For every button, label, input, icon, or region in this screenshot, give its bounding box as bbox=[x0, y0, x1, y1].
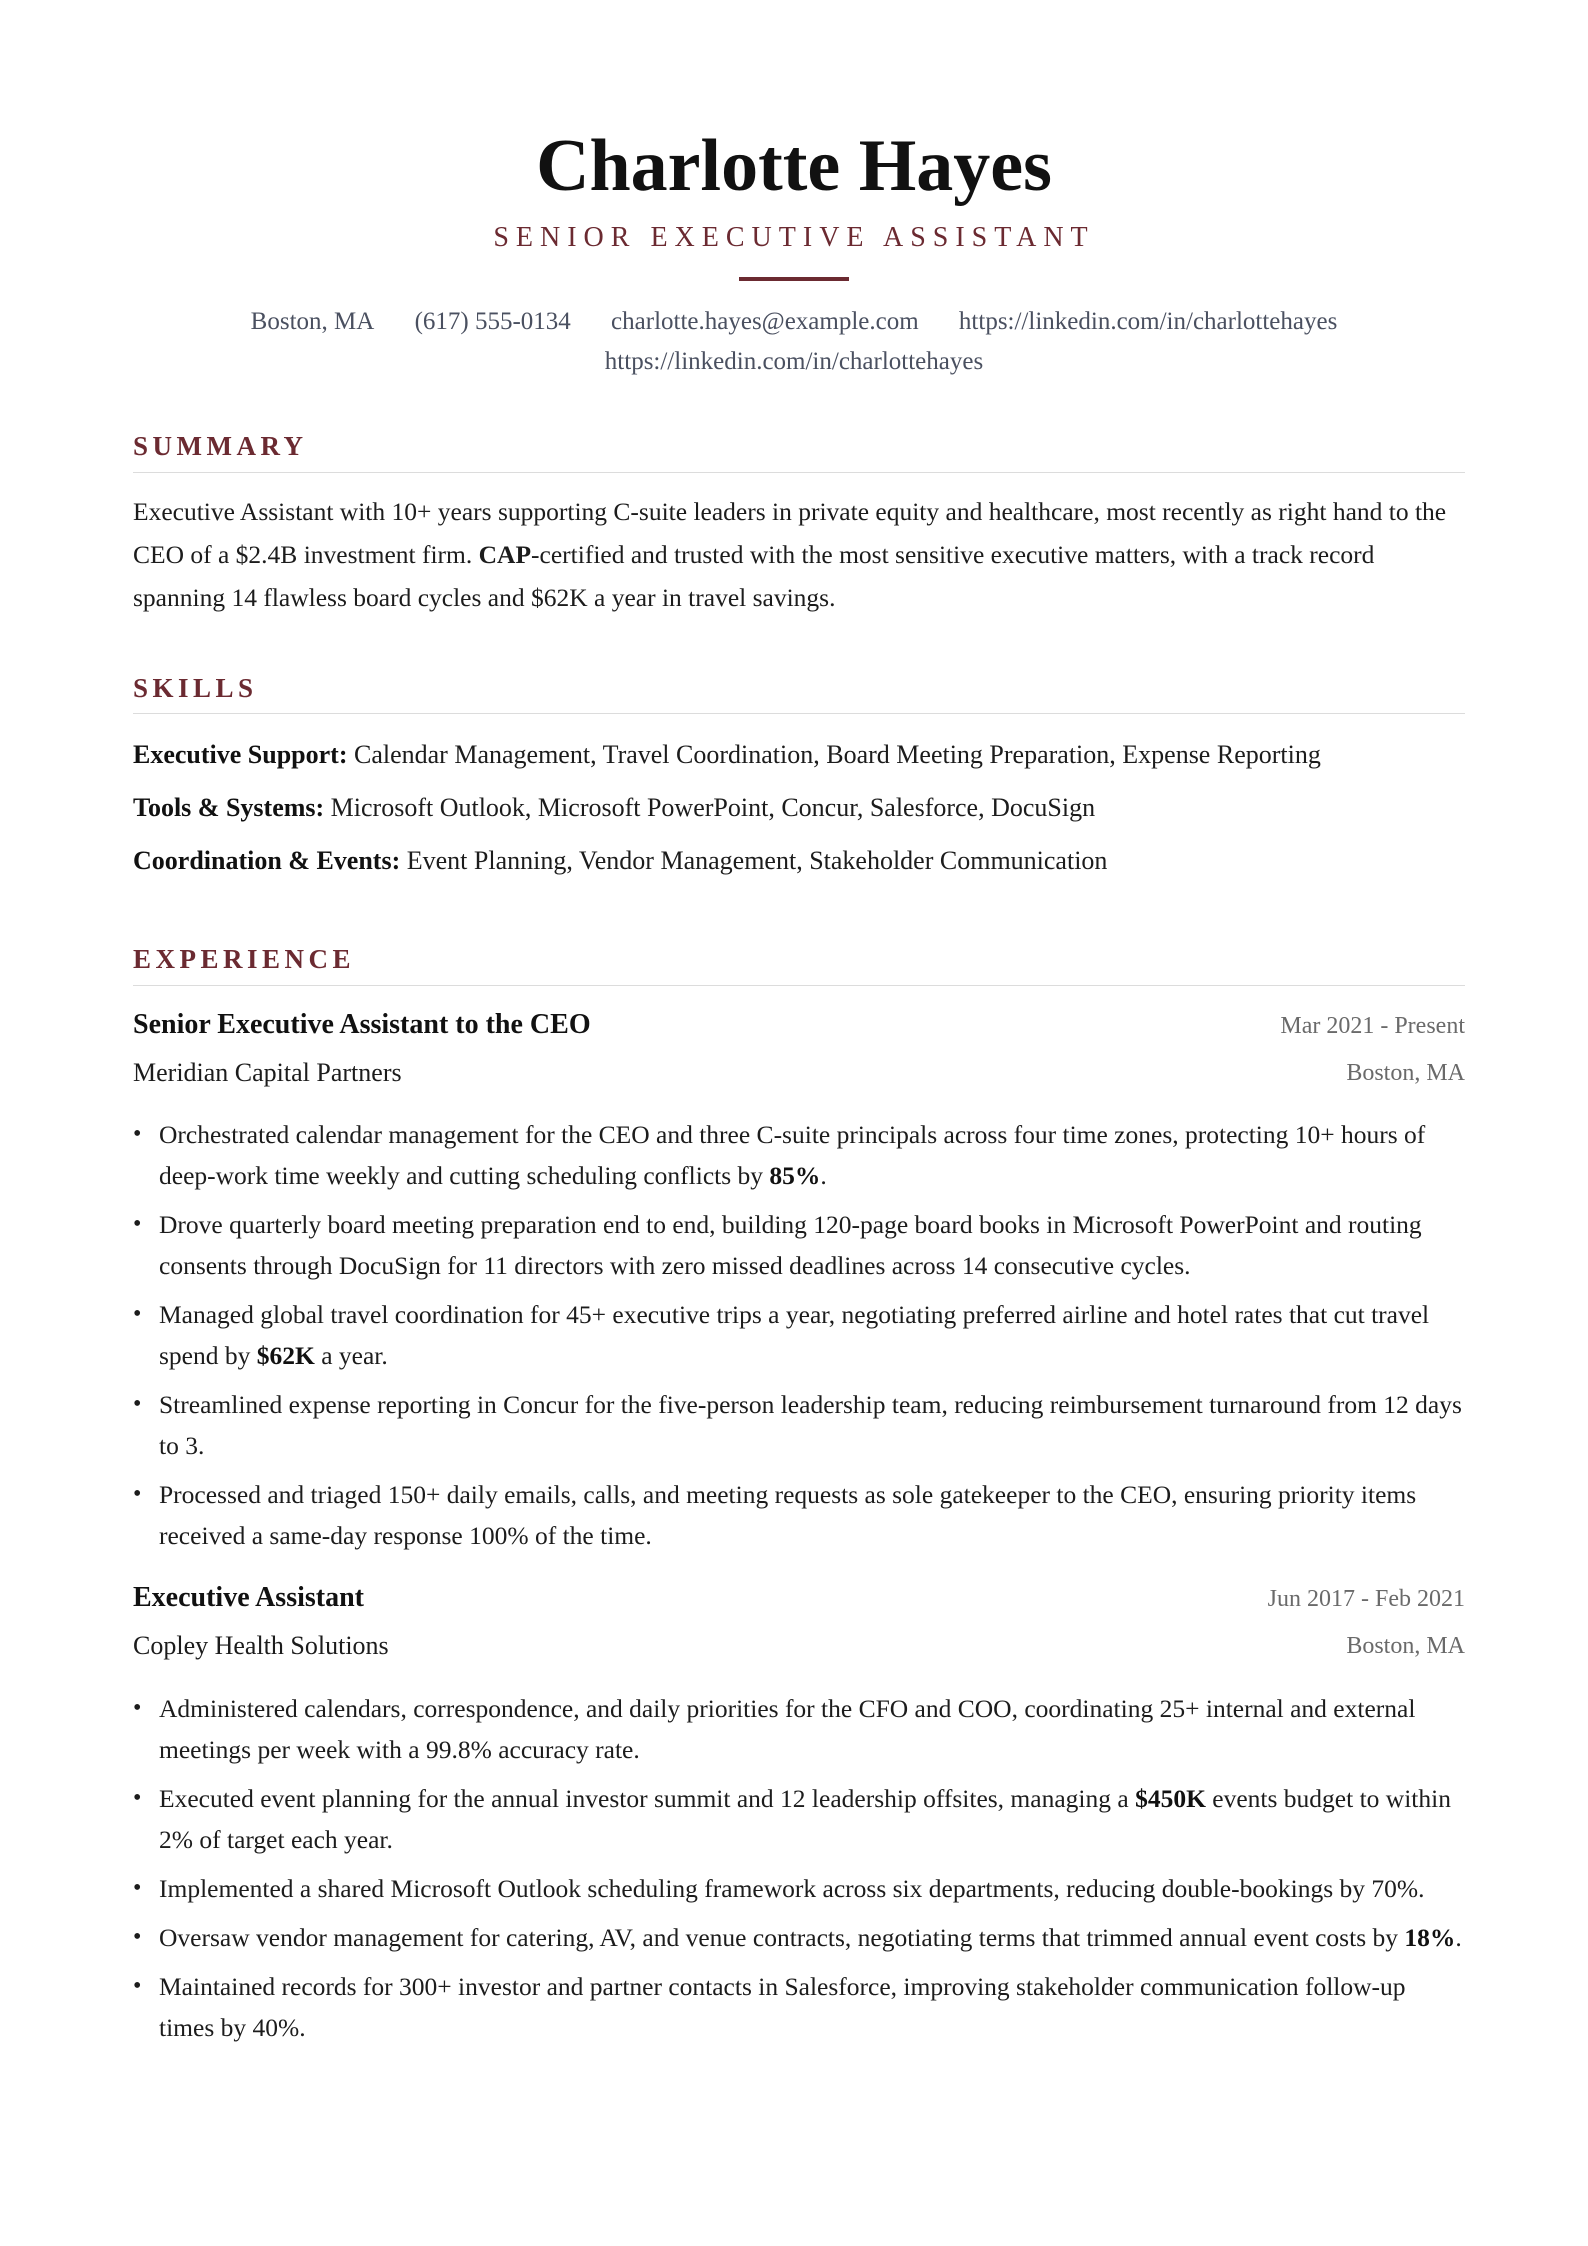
summary-text-part: -certified and trusted with the most sensitive executive matters, with a track record spanning 14 flawless board cycles and $62K a year in travel savings. bbox=[133, 540, 1375, 612]
bullet-emphasis: $62K bbox=[256, 1341, 315, 1370]
skill-group-items: Event Planning, Vendor Management, Stakeholder Communication bbox=[406, 846, 1108, 875]
bullet-emphasis: 85% bbox=[769, 1161, 821, 1190]
contact-linkedin-repeat[interactable]: https://linkedin.com/in/charlottehayes bbox=[604, 348, 984, 375]
job-company: Meridian Capital Partners bbox=[133, 1058, 402, 1087]
bullet-item bbox=[133, 1204, 1465, 1286]
bullet-emphasis: 18% bbox=[1404, 1923, 1456, 1952]
bullet-text: a year. bbox=[314, 1341, 388, 1370]
bullet-item bbox=[133, 1868, 1465, 1909]
skill-group bbox=[133, 841, 1465, 881]
skill-group bbox=[133, 788, 1465, 828]
bullet-item bbox=[133, 1294, 1465, 1376]
bullet-text: . bbox=[820, 1161, 827, 1190]
bullet-item bbox=[133, 1384, 1465, 1466]
bullet-text: Drove quarterly board meeting preparation end to end, building 120-page board books in Microsoft PowerPoint and routing consents through DocuSign for 11 directors with zero missed deadlines across 14 consecutive cycles. bbox=[159, 1210, 1422, 1280]
bullet-text: Implemented a shared Microsoft Outlook scheduling framework across six departments, reducing double-bookings by 70%. bbox=[159, 1874, 1425, 1903]
job-bullets bbox=[133, 1114, 1465, 1564]
skill-group-items: Calendar Management, Travel Coordination, Board Meeting Preparation, Expense Reporting bbox=[354, 740, 1321, 769]
bullet-text: Orchestrated calendar management for the CEO and three C-suite principals across four time zones, protecting 10+ hours of deep-work time weekly and cutting scheduling conflicts by bbox=[159, 1120, 1426, 1190]
contact-location: Boston, MA bbox=[250, 308, 375, 335]
job-company: Copley Health Solutions bbox=[133, 1631, 389, 1660]
job-title: Executive Assistant bbox=[133, 1582, 364, 1613]
job-bullets bbox=[133, 1688, 1465, 2056]
bullet-text: Executed event planning for the annual investor summit and 12 leadership offsites, managing a bbox=[159, 1784, 1136, 1813]
contact-email[interactable]: charlotte.hayes@example.com bbox=[611, 308, 919, 335]
bullet-text: . bbox=[1455, 1923, 1462, 1952]
skill-group-items: Microsoft Outlook, Microsoft PowerPoint, Concur, Salesforce, DocuSign bbox=[330, 793, 1096, 822]
skill-group bbox=[133, 735, 1465, 775]
bullet-emphasis: $450K bbox=[1135, 1784, 1206, 1813]
summary-emphasis: CAP bbox=[478, 540, 532, 569]
section-heading-summary: SUMMARY bbox=[133, 431, 308, 461]
contact-line bbox=[0, 302, 1588, 342]
bullet-item bbox=[133, 1966, 1465, 2048]
header-divider bbox=[739, 277, 849, 281]
section-divider bbox=[133, 713, 1465, 714]
bullet-item bbox=[133, 1474, 1465, 1556]
contact-linkedin[interactable]: https://linkedin.com/in/charlottehayes bbox=[958, 308, 1338, 335]
bullet-text: Maintained records for 300+ investor and partner contacts in Salesforce, improving stakeholder communication follow-up times by 40%. bbox=[159, 1972, 1406, 2042]
job-location: Boston, MA bbox=[1346, 1060, 1465, 1086]
bullet-text: Oversaw vendor management for catering, AV, and venue contracts, negotiating terms that trimmed annual event costs by bbox=[159, 1923, 1405, 1952]
skill-group-label: Coordination & Events: bbox=[133, 846, 401, 875]
bullet-text: Administered calendars, correspondence, and daily priorities for the CFO and COO, coordinating 25+ internal and external meetings per week with a 99.8% accuracy rate. bbox=[159, 1694, 1416, 1764]
job-location: Boston, MA bbox=[1346, 1633, 1465, 1659]
contact-phone[interactable]: (617) 555-0134 bbox=[414, 308, 571, 335]
bullet-item bbox=[133, 1114, 1465, 1196]
bullet-text: Processed and triaged 150+ daily emails, calls, and meeting requests as sole gatekeeper to the CEO, ensuring priority items received a same-day response 100% of the time. bbox=[159, 1480, 1417, 1550]
section-divider bbox=[133, 472, 1465, 473]
job-dates: Mar 2021 - Present bbox=[1280, 1013, 1465, 1039]
skill-group-label: Executive Support: bbox=[133, 740, 348, 769]
bullet-text: Streamlined expense reporting in Concur for the five-person leadership team, reducing reimbursement turnaround from 12 days to 3. bbox=[159, 1390, 1462, 1460]
bullet-item bbox=[133, 1688, 1465, 1770]
section-heading-experience: EXPERIENCE bbox=[133, 944, 356, 974]
summary-text-part: Executive Assistant with 10+ years supporting C-suite leaders in private equity and healthcare, most recently as right hand to the CEO of a $2.4B investment firm. bbox=[133, 497, 1447, 569]
summary-text bbox=[133, 490, 1465, 619]
contact-line-2 bbox=[0, 342, 1588, 382]
bullet-item bbox=[133, 1917, 1465, 1958]
candidate-role: SENIOR EXECUTIVE ASSISTANT bbox=[493, 222, 1095, 253]
skill-group-label: Tools & Systems: bbox=[133, 793, 325, 822]
candidate-name: Charlotte Hayes bbox=[536, 125, 1052, 207]
section-divider bbox=[133, 985, 1465, 986]
job-dates: Jun 2017 - Feb 2021 bbox=[1267, 1586, 1465, 1612]
bullet-text: Managed global travel coordination for 45+ executive trips a year, negotiating preferred airline and hotel rates that cut travel spend by bbox=[159, 1300, 1430, 1370]
bullet-text: events budget to within 2% of target each year. bbox=[159, 1784, 1451, 1854]
job-title: Senior Executive Assistant to the CEO bbox=[133, 1009, 591, 1040]
section-heading-skills: SKILLS bbox=[133, 673, 258, 703]
bullet-item bbox=[133, 1778, 1465, 1860]
